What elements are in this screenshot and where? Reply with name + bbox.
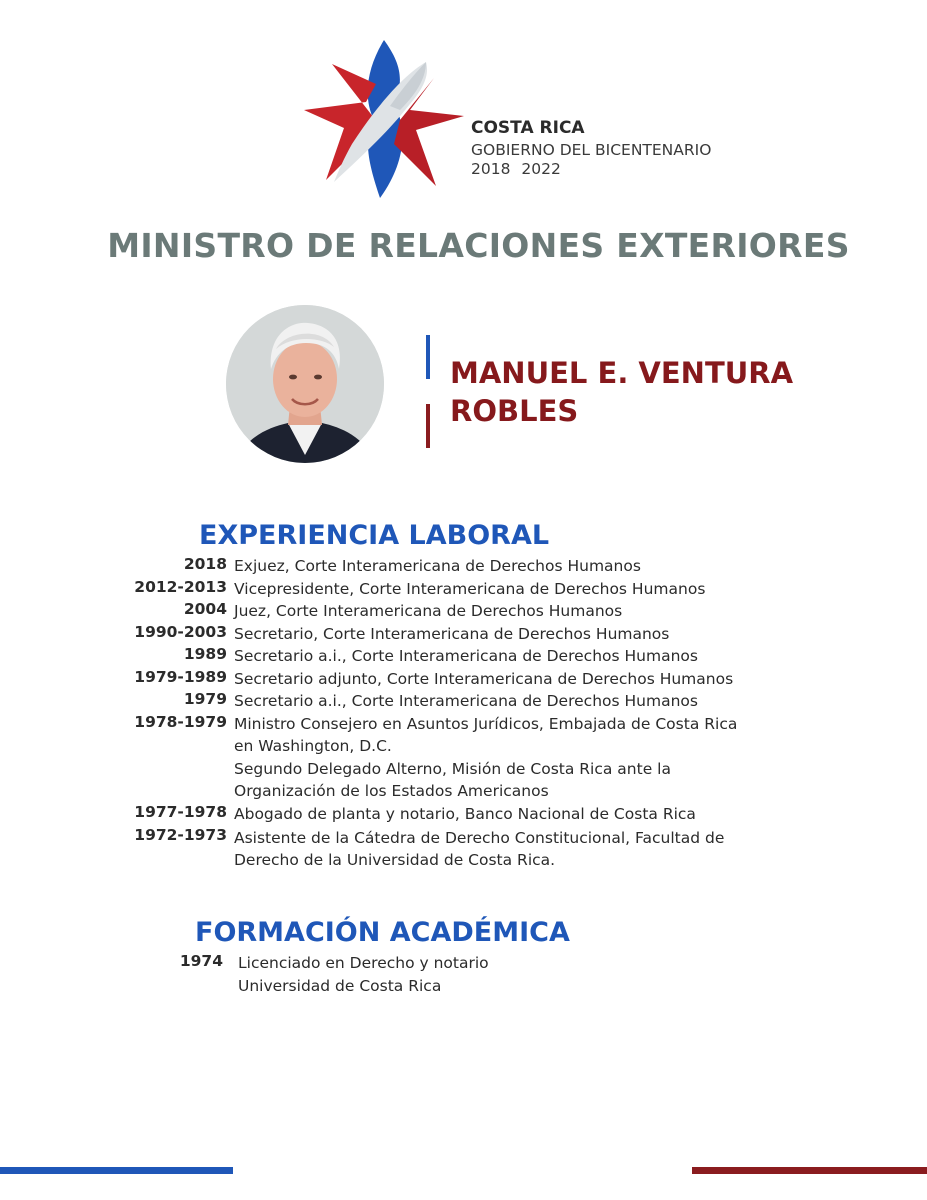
experience-year: 1977-1978 [134, 803, 227, 821]
experience-line: Organización de los Estados Americanos [234, 782, 549, 800]
experience-year: 1990-2003 [134, 622, 227, 641]
person-name-line-2: ROBLES [450, 394, 579, 428]
experience-line: Secretario, Corte Interamericana de Derechos Humanos [234, 624, 670, 643]
experience-line: Segundo Delegado Alterno, Misión de Costa Rica ante la [234, 759, 671, 778]
footer-bar-red [692, 1167, 927, 1174]
experience-line: Exjuez, Corte Interamericana de Derechos Humanos [234, 557, 641, 575]
education-description [238, 952, 489, 997]
experience-year: 1979-1989 [134, 667, 227, 686]
experience-line: Abogado de planta y notario, Banco Nacional de Costa Rica [234, 805, 696, 823]
experience-description [234, 713, 737, 803]
experience-description [234, 690, 698, 713]
experience-line: Juez, Corte Interamericana de Derechos Humanos [234, 602, 623, 620]
experience-year: 1979 [183, 690, 227, 708]
portrait-photo [226, 305, 384, 463]
education-line: Universidad de Costa Rica [238, 976, 442, 995]
brand-country: COSTA RICA [471, 118, 585, 138]
experience-description [234, 578, 705, 601]
brand-government: GOBIERNO DEL BICENTENARIO [471, 141, 712, 159]
education-line: Licenciado en Derecho y notario [238, 954, 489, 972]
brand-years: 2018 2022 [471, 160, 561, 178]
experience-line: Ministro Consejero en Asuntos Jurídicos, Embajada de Costa Rica [234, 714, 738, 733]
experience-year: 1989 [183, 645, 227, 663]
person-name-line-1: MANUEL E. VENTURA [450, 356, 794, 390]
accent-bar-blue [426, 335, 430, 379]
experience-line: en Washington, D.C. [234, 737, 392, 755]
experience-description [234, 600, 622, 623]
footer-bar-blue [0, 1167, 233, 1174]
costa-rica-bicentennial-logo-icon [304, 40, 464, 200]
experience-line: Secretario adjunto, Corte Interamericana de Derechos Humanos [234, 669, 734, 688]
education-heading: FORMACIÓN ACADÉMICA [195, 917, 570, 948]
experience-year: 2012-2013 [134, 577, 227, 596]
experience-description [234, 827, 724, 872]
experience-description [234, 623, 669, 646]
experience-year: 2004 [183, 600, 227, 618]
experience-description [234, 668, 733, 691]
experience-line: Secretario a.i., Corte Interamericana de Derechos Humanos [234, 692, 698, 710]
page-title: MINISTRO DE RELACIONES EXTERIORES [107, 226, 850, 265]
portrait-illustration [226, 305, 384, 463]
experience-year: 1972-1973 [134, 825, 227, 844]
education-year: 1974 [179, 952, 223, 970]
experience-line: Secretario a.i., Corte Interamericana de Derechos Humanos [234, 647, 698, 665]
experience-heading: EXPERIENCIA LABORAL [199, 520, 550, 551]
experience-description [234, 803, 696, 826]
experience-description [234, 555, 641, 578]
experience-description [234, 645, 698, 668]
accent-bar-red [426, 404, 430, 448]
experience-line: Asistente de la Cátedra de Derecho Constitucional, Facultad de [234, 828, 725, 847]
experience-line: Derecho de la Universidad de Costa Rica. [234, 851, 556, 869]
experience-year: 2018 [183, 555, 227, 573]
experience-year: 1978-1979 [134, 712, 227, 731]
experience-line: Vicepresidente, Corte Interamericana de Derechos Humanos [234, 579, 706, 598]
